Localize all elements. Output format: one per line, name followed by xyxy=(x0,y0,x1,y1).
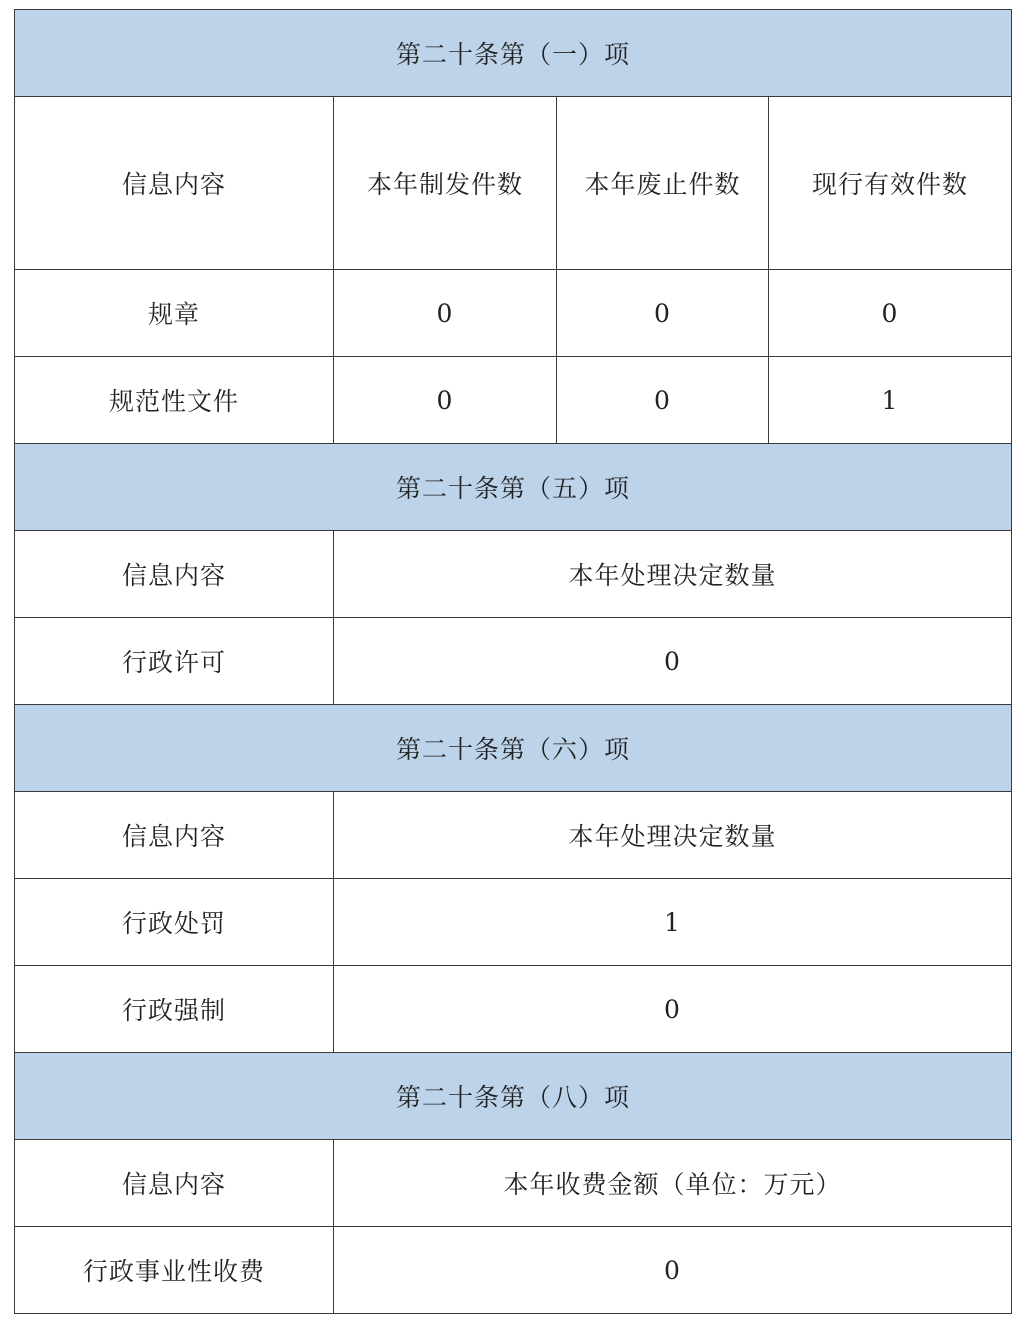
cell-value: 0 xyxy=(557,357,769,444)
cell-value: 0 xyxy=(557,270,769,357)
column-header: 信息内容 xyxy=(15,531,334,618)
table-header-row xyxy=(15,531,1012,618)
cell-value: 0 xyxy=(334,1227,1012,1314)
cell-value: 0 xyxy=(334,966,1012,1053)
section-header xyxy=(15,10,1012,97)
cell-value: 0 xyxy=(334,357,557,444)
row-label: 行政许可 xyxy=(15,618,334,705)
row-label: 行政强制 xyxy=(15,966,334,1053)
row-label: 行政事业性收费 xyxy=(15,1227,334,1314)
column-header: 信息内容 xyxy=(15,792,334,879)
section-title: 第二十条第（八）项 xyxy=(15,1053,1012,1140)
column-header: 本年收费金额（单位：万元） xyxy=(334,1140,1012,1227)
section-header xyxy=(15,1053,1012,1140)
table-row xyxy=(15,618,1012,705)
disclosure-table xyxy=(14,9,1012,1314)
column-header: 信息内容 xyxy=(15,97,334,270)
cell-value: 0 xyxy=(334,618,1012,705)
section-header xyxy=(15,705,1012,792)
table-row xyxy=(15,879,1012,966)
row-label: 规章 xyxy=(15,270,334,357)
column-header: 本年处理决定数量 xyxy=(334,792,1012,879)
cell-value: 0 xyxy=(334,270,557,357)
cell-value: 1 xyxy=(334,879,1012,966)
column-header: 本年处理决定数量 xyxy=(334,531,1012,618)
table-header-row xyxy=(15,792,1012,879)
section-title: 第二十条第（五）项 xyxy=(15,444,1012,531)
table-row xyxy=(15,1227,1012,1314)
table-header-row xyxy=(15,97,1012,270)
section-title: 第二十条第（一）项 xyxy=(15,10,1012,97)
section-title: 第二十条第（六）项 xyxy=(15,705,1012,792)
table-row xyxy=(15,357,1012,444)
table-header-row xyxy=(15,1140,1012,1227)
cell-value: 1 xyxy=(769,357,1012,444)
column-header: 现行有效件数 xyxy=(769,97,1012,270)
table-row xyxy=(15,270,1012,357)
section-header xyxy=(15,444,1012,531)
column-header: 本年废止件数 xyxy=(557,97,769,270)
cell-value: 0 xyxy=(769,270,1012,357)
column-header: 信息内容 xyxy=(15,1140,334,1227)
table-row xyxy=(15,966,1012,1053)
row-label: 规范性文件 xyxy=(15,357,334,444)
column-header: 本年制发件数 xyxy=(334,97,557,270)
row-label: 行政处罚 xyxy=(15,879,334,966)
